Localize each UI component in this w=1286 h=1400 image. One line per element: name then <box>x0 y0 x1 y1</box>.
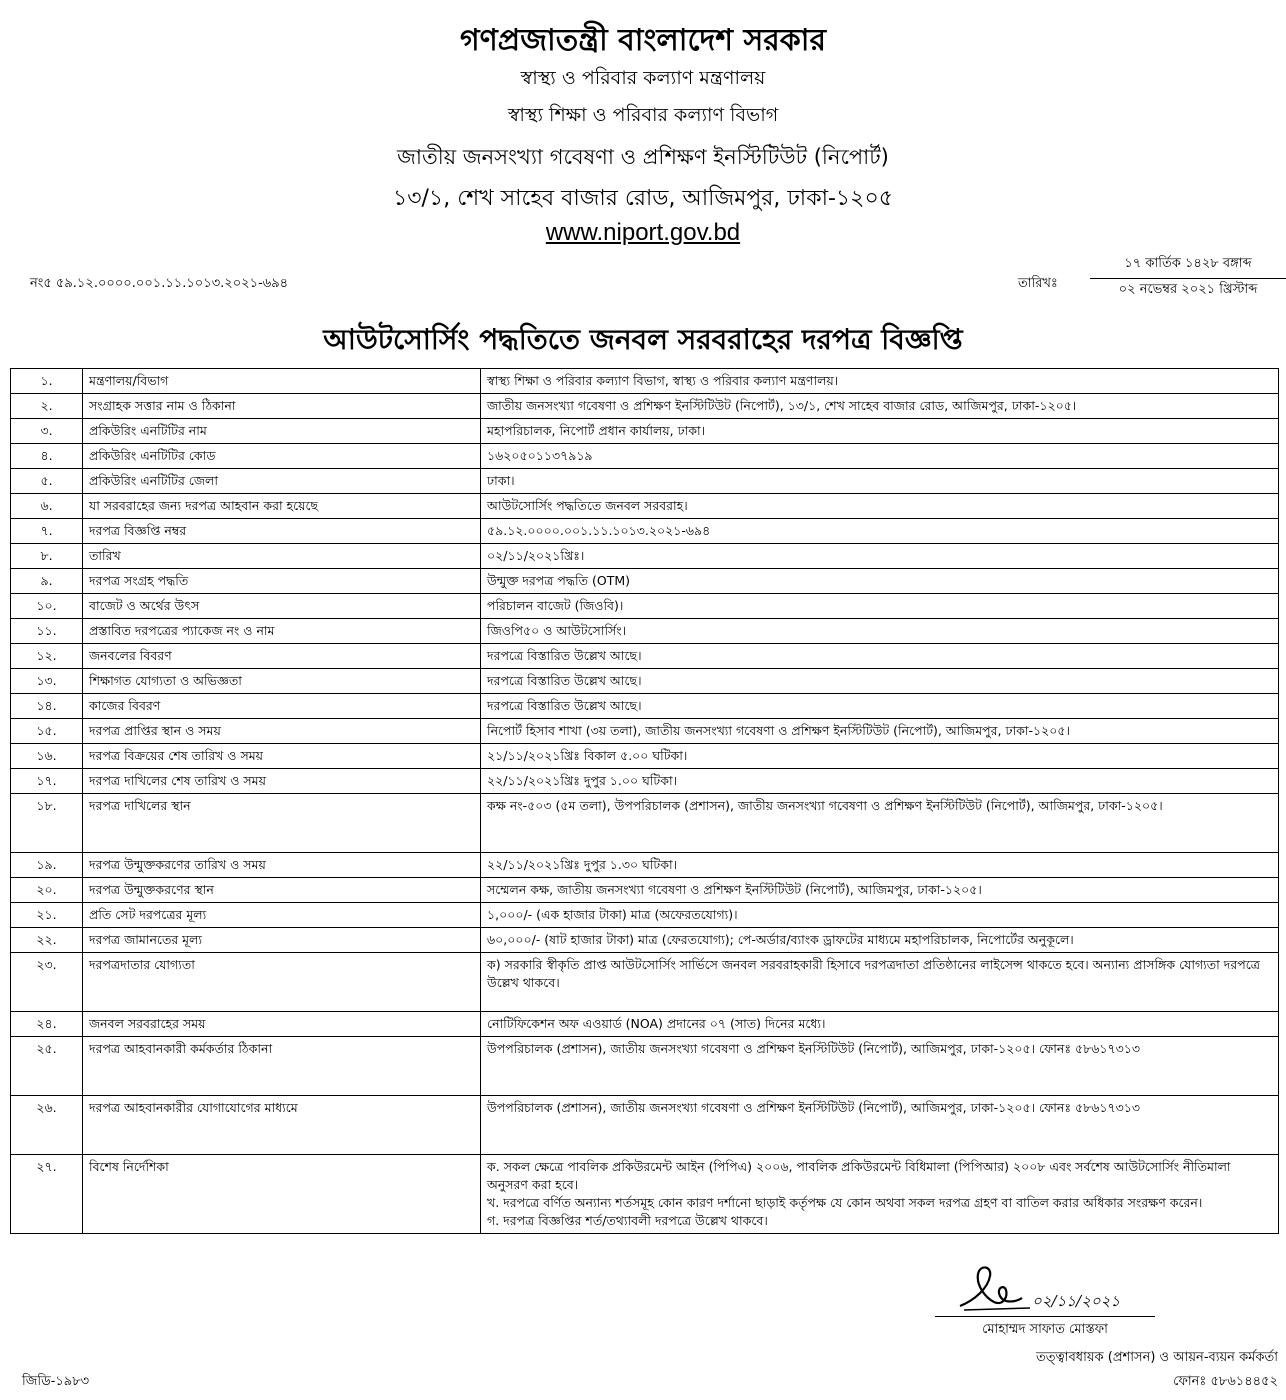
signer-name: মোহাম্মদ সাফাত মোস্তফা <box>982 1322 1108 1337</box>
row-item: বিশেষ নির্দেশিকা <box>83 1155 481 1234</box>
notice-title: আউটসোর্সিং পদ্ধতিতে জনবল সরবরাহের দরপত্র বিজ্ঞপ্তি <box>323 323 963 356</box>
date-label: তারিখঃ <box>1018 276 1058 291</box>
row-number: ১১. <box>11 619 83 644</box>
table-row <box>11 669 1279 694</box>
row-item: সংগ্রাহক সত্তার নাম ও ঠিকানা <box>83 394 481 419</box>
row-value: দরপত্রে বিস্তারিত উল্লেখ আছে। <box>481 694 1279 719</box>
row-item: দরপত্র দাখিলের স্থান <box>83 794 481 853</box>
table-row <box>11 469 1279 494</box>
row-number: ১৫. <box>11 719 83 744</box>
row-item: বাজেট ও অর্থের উৎস <box>83 594 481 619</box>
row-number: ১৬. <box>11 744 83 769</box>
row-value: ১৬২০৫০১১৩৭৯১৯ <box>481 444 1279 469</box>
table-row <box>11 744 1279 769</box>
row-value: কক্ষ নং-৫০৩ (৫ম তলা), উপপরিচালক (প্রশাসন), জাতীয় জনসংখ্যা গবেষণা ও প্রশিক্ষণ ইনস্টিটিউট (নিপোর্ট), আজিমপুর, ঢাকা-১২০৫। <box>481 794 1279 853</box>
table-row <box>11 853 1279 878</box>
row-number: ১৭. <box>11 769 83 794</box>
header-website-link[interactable]: www.niport.gov.bd <box>545 219 741 246</box>
row-value: ২২/১১/২০২১খ্রিঃ দুপুর ১.৩০ ঘটিকা। <box>481 853 1279 878</box>
signature-line <box>935 1316 1155 1317</box>
row-value: সম্মেলন কক্ষ, জাতীয় জনসংখ্যা গবেষণা ও প্রশিক্ষণ ইনস্টিটিউট (নিপোর্ট), আজিমপুর, ঢাকা-১২০৫। <box>481 878 1279 903</box>
row-item: দরপত্র প্রাপ্তির স্থান ও সময় <box>83 719 481 744</box>
memo-number: নং৫ ৫৯.১২.০০০০.০০১.১১.১০১৩.২০২১-৬৯৪ <box>30 276 289 291</box>
header-ministry: স্বাস্থ্য ও পরিবার কল্যাণ মন্ত্রণালয় <box>520 67 766 89</box>
row-number: ৫. <box>11 469 83 494</box>
table-row-special <box>11 1155 1279 1234</box>
row-number: ২২. <box>11 928 83 953</box>
table-row <box>11 569 1279 594</box>
row-value: ঢাকা। <box>481 469 1279 494</box>
row-value: জিওপি৫০ ও আউটসোর্সিং। <box>481 619 1279 644</box>
table-row <box>11 694 1279 719</box>
row-number: ২৬. <box>11 1096 83 1155</box>
instruction-ga: গ. দরপত্র বিজ্ঞপ্তির শর্ত/তথ্যাবলী দরপত্রে উল্লেখ থাকবে। <box>487 1213 768 1228</box>
row-item: যা সরবরাহের জন্য দরপত্র আহবান করা হয়েছে <box>83 494 481 519</box>
signer-designation: তত্ত্বাবধায়ক (প্রশাসন) ও আয়ন-ব্যয়ন কর্মকর্তা <box>1036 1350 1278 1365</box>
row-number: ২. <box>11 394 83 419</box>
special-instructions <box>481 1155 1279 1234</box>
row-number: ৯. <box>11 569 83 594</box>
row-value: নিপোর্ট হিসাব শাখা (৩য় তলা), জাতীয় জনসংখ্যা গবেষণা ও প্রশিক্ষণ ইনস্টিটিউট (নিপোর্ট), আজিমপুর, ঢাকা-১২০৫। <box>481 719 1279 744</box>
signature-icon <box>950 1258 1040 1318</box>
row-item: দরপত্র বিক্রয়ের শেষ তারিখ ও সময় <box>83 744 481 769</box>
row-value: ১,০০০/- (এক হাজার টাকা) মাত্র (অফেরতযোগ্য)। <box>481 903 1279 928</box>
row-number: ১৩. <box>11 669 83 694</box>
row-value: উপপরিচালক (প্রশাসন), জাতীয় জনসংখ্যা গবেষণা ও প্রশিক্ষণ ইনস্টিটিউট (নিপোর্ট), আজিমপুর, ঢাকা-১২০৫। ফোনঃ ৫৮৬১৭৩১৩ <box>481 1096 1279 1155</box>
row-item: প্রকিউরিং এনটিটির নাম <box>83 419 481 444</box>
row-item: মন্ত্রণালয়/বিভাগ <box>83 369 481 394</box>
header-division: স্বাস্থ্য শিক্ষা ও পরিবার কল্যাণ বিভাগ <box>507 104 779 126</box>
row-item: দরপত্র আহবানকারীর যোগাযোগের মাধ্যমে <box>83 1096 481 1155</box>
row-item: দরপত্র জামানতের মূল্য <box>83 928 481 953</box>
row-value: আউটসোর্সিং পদ্ধতিতে জনবল সরবরাহ। <box>481 494 1279 519</box>
row-value: পরিচালন বাজেট (জিওবি)। <box>481 594 1279 619</box>
row-number: ২৭. <box>11 1155 83 1234</box>
row-value: মহাপরিচালক, নিপোর্ট প্রধান কার্যালয়, ঢাকা। <box>481 419 1279 444</box>
row-value: দরপত্রে বিস্তারিত উল্লেখ আছে। <box>481 644 1279 669</box>
row-item: জনবলের বিবরণ <box>83 644 481 669</box>
row-value: উপপরিচালক (প্রশাসন), জাতীয় জনসংখ্যা গবেষণা ও প্রশিক্ষণ ইনস্টিটিউট (নিপোর্ট), আজিমপুর, ঢাকা-১২০৫। ফোনঃ ৫৮৬১৭৩১৩ <box>481 1037 1279 1096</box>
table-row <box>11 619 1279 644</box>
table-row <box>11 1096 1279 1155</box>
row-item: শিক্ষাগত যোগ্যতা ও অভিজ্ঞতা <box>83 669 481 694</box>
table-row <box>11 394 1279 419</box>
row-number: ২৫. <box>11 1037 83 1096</box>
row-number: ১৯. <box>11 853 83 878</box>
gd-number: জিডি-১৯৮৩ <box>22 1374 90 1389</box>
row-item: দরপত্র আহবানকারী কর্মকর্তার ঠিকানা <box>83 1037 481 1096</box>
row-value: ০২/১১/২০২১খ্রিঃ। <box>481 544 1279 569</box>
row-value: দরপত্রে বিস্তারিত উল্লেখ আছে। <box>481 669 1279 694</box>
tender-table <box>10 368 1279 1234</box>
table-row <box>11 1012 1279 1037</box>
table-row <box>11 519 1279 544</box>
header-government: গণপ্রজাতন্ত্রী বাংলাদেশ সরকার <box>460 23 826 58</box>
row-value: নোটিফিকেশন অফ এওয়ার্ড (NOA) প্রদানের ০৭ (সাত) দিনের মধ্যে। <box>481 1012 1279 1037</box>
signature-date: ০২/১১/২০২১ <box>1032 1292 1121 1310</box>
row-number: ১০. <box>11 594 83 619</box>
table-row <box>11 878 1279 903</box>
table-row <box>11 794 1279 853</box>
table-row <box>11 494 1279 519</box>
row-value: স্বাস্থ্য শিক্ষা ও পরিবার কল্যাণ বিভাগ, স্বাস্থ্য ও পরিবার কল্যাণ মন্ত্রণালয়। <box>481 369 1279 394</box>
row-number: ৮. <box>11 544 83 569</box>
row-value: ৫৯.১২.০০০০.০০১.১১.১০১৩.২০২১-৬৯৪ <box>481 519 1279 544</box>
table-row <box>11 544 1279 569</box>
row-number: ৭. <box>11 519 83 544</box>
row-item: প্রকিউরিং এনটিটির কোড <box>83 444 481 469</box>
row-number: ৬. <box>11 494 83 519</box>
table-row <box>11 719 1279 744</box>
header-institute: জাতীয় জনসংখ্যা গবেষণা ও প্রশিক্ষণ ইনস্টিটিউট (নিপোর্ট) <box>397 145 889 169</box>
instruction-kha: খ. দরপত্রে বর্ণিত অন্যান্য শর্তসমূহ কোন কারণ দর্শানো ছাড়াই কর্তৃপক্ষ যে কোন অথবা সকল দরপত্র গ্রহণ বা বাতিল করার অধিকার সংরক্ষণ করেন। <box>487 1195 1203 1210</box>
row-value: জাতীয় জনসংখ্যা গবেষণা ও প্রশিক্ষণ ইনস্টিটিউট (নিপোর্ট), ১৩/১, শেখ সাহেব বাজার রোড, আজিমপুর, ঢাকা-১২০৫। <box>481 394 1279 419</box>
row-value: ক) সরকারি স্বীকৃতি প্রাপ্ত আউটসোর্সিং সার্ভিসে জনবল সরবরাহকারী হিসাবে দরপত্রদাতা প্রতিষ্ঠানের লাইসেন্স থাকতে হবে। অন্যান্য প্রাসঙ্গিক যোগ্যতা দরপত্রে উল্লেখ থাকবে। <box>481 953 1279 1012</box>
table-row <box>11 644 1279 669</box>
row-item: তারিখ <box>83 544 481 569</box>
row-value: ২২/১১/২০২১খ্রিঃ দুপুর ১.০০ ঘটিকা। <box>481 769 1279 794</box>
row-number: ২০. <box>11 878 83 903</box>
date-english: ০২ নভেম্বর ২০২১ খ্রিস্টাব্দ <box>1118 282 1258 297</box>
row-number: ৪. <box>11 444 83 469</box>
row-number: ২৩. <box>11 953 83 1012</box>
row-value: ৬০,০০০/- (ষাট হাজার টাকা) মাত্র (ফেরতযোগ্য); পে-অর্ডার/ব্যাংক ড্রাফটের মাধ্যমে মহাপরিচালক, নিপোর্টের অনুকূলে। <box>481 928 1279 953</box>
row-item: দরপত্র উন্মুক্তকরণের তারিখ ও সময় <box>83 853 481 878</box>
row-item: প্রকিউরিং এনটিটির জেলা <box>83 469 481 494</box>
table-row <box>11 953 1279 1012</box>
table-row <box>11 594 1279 619</box>
table-row <box>11 769 1279 794</box>
row-item: প্রস্তাবিত দরপত্রের প্যাকেজ নং ও নাম <box>83 619 481 644</box>
header-address: ১৩/১, শেখ সাহেব বাজার রোড, আজিমপুর, ঢাকা-১২০৫ <box>392 186 894 211</box>
row-number: ১৪. <box>11 694 83 719</box>
row-number: ৩. <box>11 419 83 444</box>
row-item: দরপত্র উন্মুক্তকরণের স্থান <box>83 878 481 903</box>
row-number: ২১. <box>11 903 83 928</box>
row-item: জনবল সরবরাহের সময় <box>83 1012 481 1037</box>
row-number: ১২. <box>11 644 83 669</box>
row-item: প্রতি সেট দরপত্রের মূল্য <box>83 903 481 928</box>
table-row <box>11 369 1279 394</box>
signature-block <box>0 1258 1286 1400</box>
table-row <box>11 903 1279 928</box>
row-item: কাজের বিবরণ <box>83 694 481 719</box>
row-value: উন্মুক্ত দরপত্র পদ্ধতি (OTM) <box>481 569 1279 594</box>
table-row <box>11 928 1279 953</box>
table-row <box>11 444 1279 469</box>
table-row <box>11 419 1279 444</box>
row-item: দরপত্র সংগ্রহ পদ্ধতি <box>83 569 481 594</box>
row-number: ১. <box>11 369 83 394</box>
row-number: ১৮. <box>11 794 83 853</box>
row-item: দরপত্র দাখিলের শেষ তারিখ ও সময় <box>83 769 481 794</box>
date-bangla: ১৭ কার্তিক ১৪২৮ বঙ্গাব্দ <box>1090 254 1286 279</box>
row-item: দরপত্র বিজ্ঞপ্তি নম্বর <box>83 519 481 544</box>
row-value: ২১/১১/২০২১খ্রিঃ বিকাল ৫.০০ ঘটিকা। <box>481 744 1279 769</box>
row-number: ২৪. <box>11 1012 83 1037</box>
table-row <box>11 1037 1279 1096</box>
instruction-ka: ক. সকল ক্ষেত্রে পাবলিক প্রকিউরমেন্ট আইন (পিপিএ) ২০০৬, পাবলিক প্রকিউরমেন্ট বিধিমালা (পিপিআর) ২০০৮ এবং সর্বশেষ আউটসোর্সিং নীতিমালা অনুসরণ করা হবে। <box>487 1159 1231 1192</box>
row-item: দরপত্রদাতার যোগ্যতা <box>83 953 481 1012</box>
signer-phone: ফোনঃ ৫৮৬১৪৪৫২ <box>1173 1374 1278 1389</box>
